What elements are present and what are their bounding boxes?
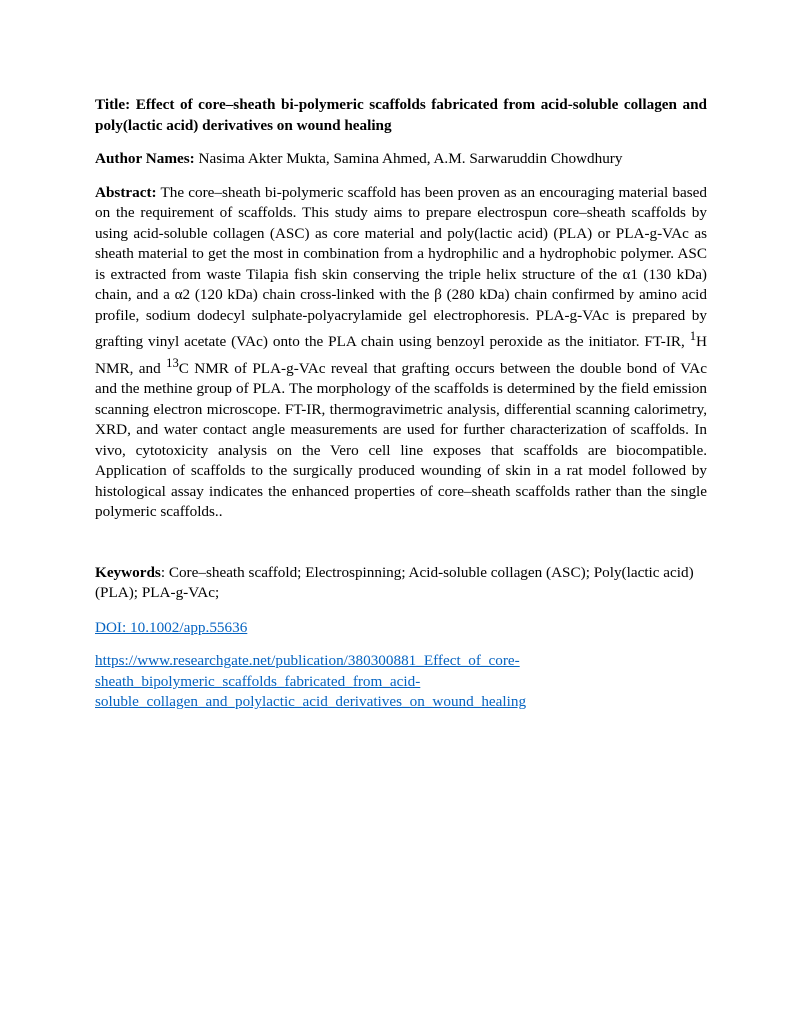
- doi: [95, 618, 707, 639]
- paper-title: [95, 95, 707, 136]
- researchgate-link[interactable]: [95, 651, 707, 713]
- keywords-label: Keywords: [95, 563, 161, 581]
- keywords-text: : Core–sheath scaffold; Electrospinning; Acid-soluble collagen (ASC); Poly(lactic acid) (PLA); PLA-g-VAc;: [95, 563, 694, 602]
- authors-label: Author Names:: [95, 150, 195, 167]
- title-label: Title:: [95, 96, 131, 113]
- url-line-1: https://www.researchgate.net/publication/380300881_Effect_of_core-: [95, 652, 520, 670]
- url-line-3: soluble_collagen_and_polylactic_acid_derivatives_on_wound_healing: [95, 693, 527, 711]
- title-text: Effect of core–sheath bi-polymeric scaffolds fabricated from acid-soluble collagen and poly(lactic acid) derivatives on wound healing: [95, 96, 708, 134]
- keywords: [95, 563, 707, 604]
- authors-text: Nasima Akter Mukta, Samina Ahmed, A.M. Sarwaruddin Chowdhury: [198, 150, 623, 167]
- url-line-2: sheath_bipolymeric_scaffolds_fabricated_from_acid-: [95, 672, 421, 690]
- author-names: [95, 149, 707, 170]
- doi-link[interactable]: DOI: 10.1002/app.55636: [95, 618, 248, 636]
- abstract-text-part1: The core–sheath bi-polymeric scaffold has been proven as an encouraging material based on the requirement of scaffolds. This study aims to prepare electrospun core–sheath scaffolds by using acid-soluble collagen (ASC) as core material and poly(lactic acid) (PLA) or PLA-g-VAc as sheath material to get the most in combination from a hydrophilic and a hydrophobic polymer. ASC is extracted from waste Tilapia fish skin conserving the triple helix structure of the α1 (130 kDa) chain, and a α2 (120 kDa) chain cross-linked with the β (280 kDa) chain confirmed by amino acid profile, sodium dodecyl sulphate-polyacrylamide gel electrophoresis. PLA-g-VAc is prepared by grafting vinyl acetate (VAc) onto the PLA chain using benzoyl peroxide as the initiator. FT-IR,: [95, 183, 707, 351]
- abstract-text-part3: C NMR of PLA-g-VAc reveal that grafting occurs between the double bond of VAc and the methine group of PLA. The morphology of the scaffolds is determined by the field emission scanning electron microscope. FT-IR, thermogravimetric analysis, differential scanning calorimetry, XRD, and water contact angle measurements are used for further characterization of scaffolds. In vivo, cytotoxicity analysis on the Vero cell line exposes that scaffolds are biocompatible. Application of scaffolds to the surgically produced wounding of skin in a rat model followed by histological assay indicates the enhanced properties of core–sheath scaffolds rather than the single polymeric scaffolds..: [95, 359, 707, 521]
- abstract-text-part2: H NMR, and: [95, 333, 707, 377]
- abstract-superscript-13c: 13: [166, 355, 179, 370]
- document-page: [95, 95, 707, 713]
- abstract-superscript-1h: 1: [689, 329, 697, 343]
- abstract-label: Abstract:: [95, 183, 157, 201]
- abstract: [95, 183, 707, 523]
- researchgate-url: [95, 651, 707, 713]
